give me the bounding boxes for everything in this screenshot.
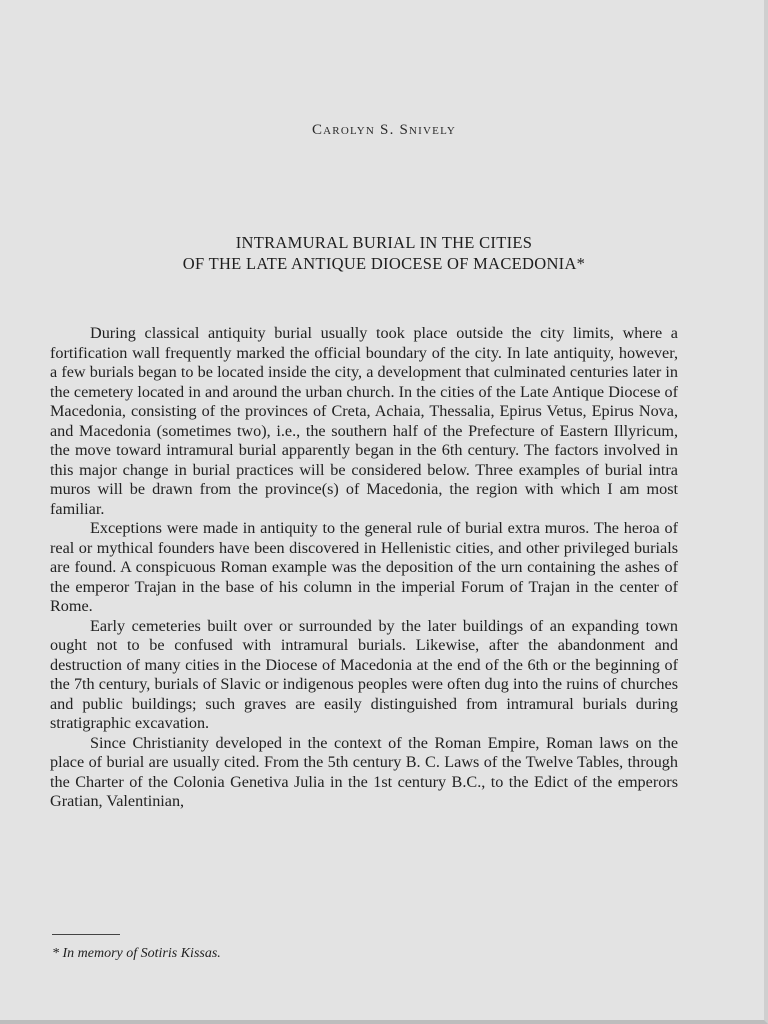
paragraph-2: Exceptions were made in antiquity to the general rule of burial extra muros. The heroa of real or mythical founders have been discovered in Hellenistic cities, and other privileged burials are found. A conspicuous Roman example was the deposition of the urn containing the ashes of the emperor Trajan in the base of his column in the imperial Forum of Trajan in the center of Rome.	[50, 519, 678, 615]
footnote: * In memory of Sotiris Kissas.	[52, 946, 221, 961]
paragraph-3: Early cemeteries built over or surrounded by the later buildings of an expanding town ought not to be confused with intramural burials. Likewise, after the abandonment and destruction of many cities in the Diocese of Macedonia at the end of the 6th or the beginning of the 7th century, burials of Slavic or indigenous peoples were often dug into the ruins of churches and public buildings; such graves are easily distinguished from intramural burials during stratigraphic excavation.	[50, 616, 678, 732]
paragraph-4: Since Christianity developed in the context of the Roman Empire, Roman laws on the place of burial are usually cited. From the 5th century B. C. Laws of the Twelve Tables, through the Charter of the Colonia Genetiva Julia in the 1st century B.C., to the Edict of the emperors Gratian, Valentinian,	[50, 733, 678, 810]
author-name: Carolyn S. Snively	[311, 122, 457, 138]
title-line-2: OF THE LATE ANTIQUE DIOCESE OF MACEDONIA*	[182, 254, 586, 273]
footnote-rule	[52, 934, 120, 935]
article-title	[0, 232, 768, 274]
paragraph-1: During classical antiquity burial usually took place outside the city limits, where a fortification wall frequently marked the official boundary of the city. In late antiquity, however, a few burials began to be located inside the city, a development that culminated centuries later in the cemetery located in and around the urban church. In the cities of the Late Antique Diocese of Macedonia, consisting of the provinces of Creta, Achaia, Thessalia, Epirus Vetus, Epirus Nova, and Macedonia (sometimes two), i.e., the southern half of the Prefecture of Eastern Illyricum, the move toward intramural burial apparently began in the 6th century. The factors involved in this major change in burial practices will be considered below. Three examples of burial intra muros will be drawn from the province(s) of Macedonia, the region with which I am most familiar.	[50, 324, 678, 518]
title-line-1: INTRAMURAL BURIAL IN THE CITIES	[235, 233, 533, 252]
article-body	[50, 324, 678, 812]
